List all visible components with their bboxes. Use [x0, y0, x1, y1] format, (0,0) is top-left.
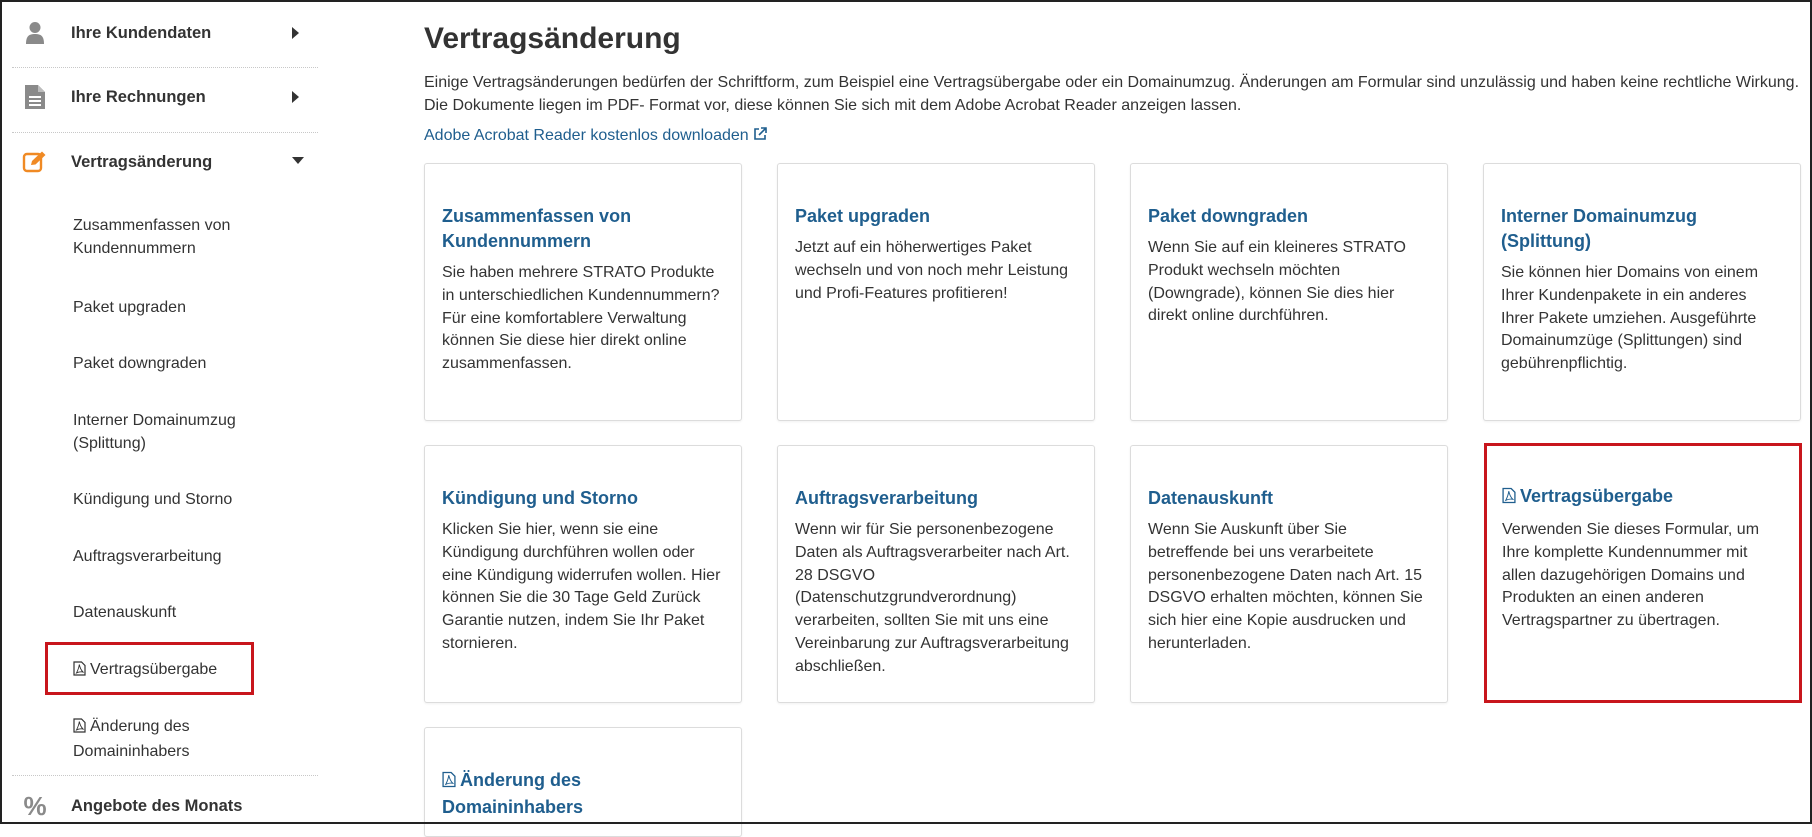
- card-auftragsverarbeitung[interactable]: [777, 445, 1095, 703]
- sidebar-subitem-kuendigung[interactable]: Kündigung und Storno: [73, 491, 233, 508]
- card-description: Klicken Sie hier, wenn sie eine Kündigung durchführen wollen oder eine Kündigung widerrufen wollen. Hier können Sie die 30 Tage Geld Zurück Garantie nutzen, indem Sie Ihr Paket stornieren.: [442, 521, 721, 652]
- sidebar-item-angebote[interactable]: [2, 775, 318, 837]
- card-kuendigung[interactable]: [424, 445, 742, 703]
- sidebar-subitem-paket-upgraden[interactable]: Paket upgraden: [73, 299, 186, 316]
- card-title: Paket upgraden: [795, 206, 931, 226]
- external-link-icon: [753, 127, 767, 146]
- sidebar-item-label: Ihre Rechnungen: [71, 87, 206, 106]
- sidebar: [2, 2, 318, 822]
- card-title: Auftragsverarbeitung: [795, 488, 979, 508]
- card-title: [442, 768, 622, 820]
- card-title: Datenauskunft: [1148, 488, 1274, 508]
- caret-down-icon: [292, 157, 304, 164]
- sidebar-subitem-domaininhaber[interactable]: [73, 715, 233, 763]
- card-title-label: Vertragsübergabe: [1520, 486, 1674, 506]
- card-title: Kündigung und Storno: [442, 488, 638, 508]
- sidebar-item-label: Vertragsänderung: [71, 152, 213, 171]
- acrobat-download-link[interactable]: [424, 127, 767, 146]
- sidebar-subitem-auftragsverarbeitung[interactable]: Auftragsverarbeitung: [73, 548, 222, 565]
- document-icon: [20, 82, 50, 112]
- pdf-icon: [73, 717, 86, 740]
- highlight-box: [45, 642, 254, 695]
- caret-right-icon: [292, 91, 299, 103]
- card-domainumzug[interactable]: [1483, 163, 1801, 421]
- intro-text: Einige Vertragsänderungen bedürfen der Schriftform, zum Beispiel eine Vertragsübergabe oder ein Domainumzug. Änderungen am Formular sind unzulässig und haben keine rechtliche Wirkung. Die Dokumente liegen im PDF- Format vor, diese können Sie sich mit dem Adobe Acrobat Reader anzeigen lassen.: [424, 74, 1800, 114]
- sidebar-subitem-label: Vertragsübergabe: [90, 661, 218, 678]
- card-description: Verwenden Sie dieses Formular, um Ihre komplette Kundennummer mit allen dazugehörigen Domains und Produkten an einen anderen Vertragspartner zu übertragen.: [1502, 521, 1760, 630]
- card-title: Zusammenfassen von Kundennummern: [442, 206, 632, 251]
- sidebar-item-label: Ihre Kundendaten: [71, 23, 212, 42]
- sidebar-item-vertragsaenderung[interactable]: [2, 131, 318, 193]
- card-zusammenfassen[interactable]: [424, 163, 742, 421]
- card-description: Wenn Sie auf ein kleineres STRATO Produkt wechseln möchten (Downgrade), können Sie dies hier direkt online durchführen.: [1148, 239, 1406, 325]
- card-title: [1502, 484, 1784, 511]
- caret-right-icon: [292, 27, 299, 39]
- card-paket-upgraden[interactable]: [777, 163, 1095, 421]
- user-icon: [20, 18, 50, 48]
- card-datenauskunft[interactable]: [1130, 445, 1448, 703]
- sidebar-subitem-paket-downgraden[interactable]: Paket downgraden: [73, 355, 207, 372]
- edit-icon: [20, 147, 50, 177]
- sidebar-subitem-domainumzug[interactable]: Interner Domainumzug (Splittung): [73, 412, 236, 452]
- page-title: Vertragsänderung: [424, 22, 681, 55]
- card-description: Sie haben mehrere STRATO Produkte in unterschiedlichen Kundennummern? Für eine komfortablere Verwaltung können Sie diese hier direkt online zusammenfassen.: [442, 264, 720, 373]
- card-domaininhaber[interactable]: [424, 727, 742, 837]
- sidebar-item-label: Angebote des Monats: [71, 796, 243, 815]
- sidebar-item-rechnungen[interactable]: [2, 66, 318, 128]
- card-title: Paket downgraden: [1148, 206, 1309, 226]
- sidebar-subitem-datenauskunft[interactable]: Datenauskunft: [73, 604, 177, 621]
- sidebar-subitem-zusammenfassen[interactable]: Zusammenfassen von Kundennummern: [73, 217, 231, 257]
- card-description: Wenn Sie Auskunft über Sie betreffende bei uns verarbeitete personenbezogene Daten nach Art. 15 DSGVO erhalten möchten, können Sie sich hier eine Kopie ausdrucken und herunterladen.: [1148, 521, 1423, 652]
- card-paket-downgraden[interactable]: [1130, 163, 1448, 421]
- card-title: Interner Domainumzug (Splittung): [1501, 206, 1698, 251]
- percent-icon: %: [23, 790, 47, 821]
- card-title-label: Änderung des Domaininhabers: [442, 770, 584, 817]
- pdf-icon: [1502, 486, 1516, 511]
- sidebar-item-kundendaten[interactable]: [2, 2, 318, 64]
- card-description: Jetzt auf ein höherwertiges Paket wechseln und von noch mehr Leistung und Profi-Features profitieren!: [795, 239, 1069, 302]
- card-description: Wenn wir für Sie personenbezogene Daten als Auftragsverarbeiter nach Art. 28 DSGVO (Datenschutzgrundverordnung) verarbeiten, sollten Sie mit uns eine Vereinbarung zur Auftragsverarbeitung abschließen.: [795, 521, 1070, 675]
- card-vertragsuebergabe[interactable]: [1484, 443, 1802, 703]
- link-label: Adobe Acrobat Reader kostenlos downloaden: [424, 127, 749, 144]
- card-description: Sie können hier Domains von einem Ihrer Kundenpakete in ein anderes Ihrer Pakete umziehen. Ausgeführte Domainumzüge (Splittungen) sind gebührenpflichtig.: [1501, 264, 1759, 373]
- sidebar-subitem-label: Änderung des Domaininhabers: [73, 718, 190, 760]
- pdf-icon: [442, 770, 456, 795]
